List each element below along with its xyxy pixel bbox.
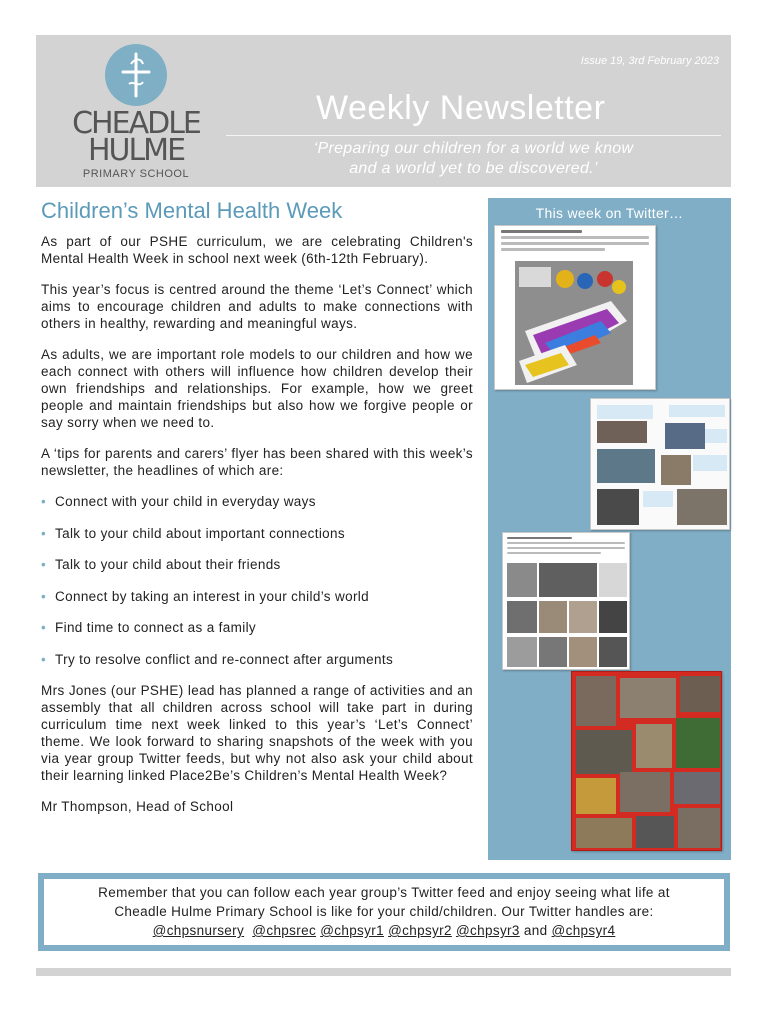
tips-list-item: • Try to resolve conflict and re-connect after arguments (41, 651, 394, 667)
tweet-photo-collage (591, 399, 730, 530)
article-paragraph-3: As adults, we are important role models to our children and how we each connect with others will influence how children develop their own friendships and relationships. For example, how we greet people and maintain friendships but also how we forgive people or say sorry when we need to. (41, 347, 473, 430)
logo-text-cheadle: CHEADLE (72, 106, 200, 141)
tagline-line-2: and a world yet to be discovered.’ (349, 160, 598, 177)
logo-text-hulme: HULME (87, 133, 185, 168)
tips-list-item: • Talk to your child about their friends (41, 557, 281, 572)
handle-link-nursery[interactable]: @chpsnursery (152, 923, 245, 938)
handle-link-year1[interactable]: @chpsyr1 (320, 923, 384, 938)
article-paragraph-2: This year’s focus is centred around the theme ‘Let’s Connect’ which aims to encourage children and adults to make connections with others in healthy, rewarding and meaningful ways. (41, 282, 473, 331)
logo-cross-icon (105, 44, 167, 106)
title-divider (226, 135, 721, 136)
twitter-panel-title: This week on Twitter… (535, 205, 684, 221)
handle-link-reception[interactable]: @chpsrec (252, 923, 317, 938)
article-heading: Children’s Mental Health Week (41, 198, 343, 223)
tweet-screenshot-assembly (571, 671, 722, 851)
tweet-photo-painting (515, 261, 633, 385)
handle-link-year3[interactable]: @chpsyr3 (455, 923, 520, 938)
tweet-photo-red-collage (572, 672, 722, 851)
school-logo (56, 41, 216, 181)
newsletter-header (36, 35, 731, 187)
bullet-icon: • (41, 494, 47, 509)
tagline-line-1: ‘Preparing our children for a world we know (313, 140, 634, 157)
school-tagline (226, 139, 721, 179)
article-body (41, 233, 473, 815)
handle-link-year2[interactable]: @chpsyr2 (388, 923, 452, 938)
bullet-icon: • (41, 525, 47, 541)
tips-list-item: • Find time to connect as a family (41, 620, 257, 635)
newsletter-title: Weekly Newsletter (316, 89, 606, 127)
tweet-screenshot-year1 (502, 532, 630, 670)
footer-line-1: Remember that you can follow each year group’s Twitter feed and enjoy seeing what life at (98, 885, 670, 900)
logo-text-primary-school: PRIMARY SCHOOL (82, 168, 190, 180)
tweet-text (501, 230, 649, 258)
tips-list-item: • Connect with your child in everyday ways (41, 494, 316, 509)
article-signature: Mr Thompson, Head of School (41, 799, 234, 814)
tips-list (41, 493, 473, 668)
article-paragraph-1: As part of our PSHE curriculum, we are celebrating Children's Mental Health Week in school next week (6th-12th February). (41, 234, 473, 266)
bottom-bar (36, 968, 731, 976)
article-paragraph-5: Mrs Jones (our PSHE) lead has planned a range of activities and an assembly that all children across school will take part in during curriculum time next week linked to this year’s ‘Let’s Connect’ theme. We look forward to sharing snapshots of the week with you via year group Twitter feeds, but why not also ask your child about their learning linked Place2Be’s Children’s Mental Health Week? (41, 683, 473, 783)
issue-date: Issue 19, 3rd February 2023 (580, 55, 719, 67)
article-paragraph-4: A ‘tips for parents and carers’ flyer has been shared with this week’s newsletter, the headlines of which are: (41, 446, 473, 478)
handle-link-year4[interactable]: @chpsyr4 (551, 923, 616, 938)
tips-list-item: • Connect by taking an interest in your child’s world (41, 588, 370, 604)
bullet-icon: • (41, 620, 47, 635)
twitter-panel (488, 198, 731, 860)
twitter-handles-content (44, 879, 724, 945)
tips-list-item: • Talk to your child about important connections (41, 525, 346, 541)
footer-line-2: Cheadle Hulme Primary School is like for your child/children. Our Twitter handles are: (114, 904, 654, 919)
bullet-icon: • (41, 651, 47, 667)
tweet-photo-grid (507, 563, 627, 667)
twitter-handles-box (38, 873, 730, 951)
handles-and-text: and (523, 923, 548, 938)
bullet-icon: • (41, 588, 47, 604)
tweet-text (507, 537, 625, 565)
tweet-screenshot-nursery (494, 225, 656, 390)
footer-handles-line (44, 921, 724, 940)
tweet-screenshot-reception (590, 398, 730, 530)
bullet-icon: • (41, 557, 47, 572)
